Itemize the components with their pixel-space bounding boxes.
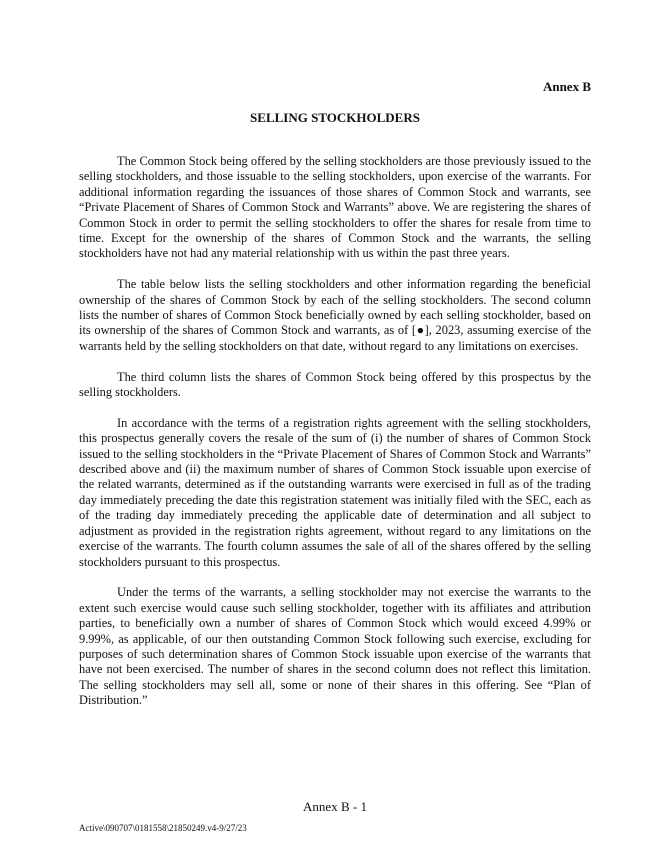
paragraph-table-description: The table below lists the selling stockholders and other information regarding the beneficial ownership of the shares of Common Stock by each of the selling stockholders. The second column lists the number of shares of Common Stock beneficially owned by each selling stockholder, based on its ownership of the shares of Common Stock and warrants, as of [●], 2023, assuming exercise of the warrants held by the selling stockholders on that date, without regard to any limitations on exercises. <box>79 277 591 353</box>
paragraph-registration-rights: In accordance with the terms of a registration rights agreement with the selling stockholders, this prospectus generally covers the resale of the sum of (i) the number of shares of Common Stock issued to the selling stockholders in the “Private Placement of Shares of Common Stock and Warrants” described above and (ii) the maximum number of shares of Common Stock issuable upon exercise of the related warrants, determined as if the outstanding warrants were exercised in full as of the trading day immediately preceding the date this registration statement was initially filed with the SEC, each as of the trading day immediately preceding the applicable date of determination and all subject to adjustment as provided in the registration rights agreement, without regard to any limitations on the exercise of the warrants. The fourth column assumes the sale of all of the shares offered by the selling stockholders pursuant to this prospectus. <box>79 415 591 569</box>
paragraph-offering: The Common Stock being offered by the selling stockholders are those previously issued to the selling stockholders, and those issuable to the selling stockholders, upon exercise of the warrants. For additional information regarding the issuances of those shares of Common Stock and warrants, see “Private Placement of Shares of Common Stock and Warrants” above. We are registering the shares of Common Stock in order to permit the selling stockholders to offer the shares for resale from time to time. Except for the ownership of the shares of Common Stock and the warrants, the selling stockholders have not had any material relationship with us within the past three years. <box>79 154 591 261</box>
page-number: Annex B - 1 <box>303 799 367 814</box>
paragraph-warrant-limits: Under the terms of the warrants, a selling stockholder may not exercise the warrants to the extent such exercise would cause such selling stockholder, together with its affiliates and attribution parties, to beneficially own a number of shares of Common Stock which would exceed 4.99% or 9.99%, as applicable, of our then outstanding Common Stock following such exercise, excluding for purposes of such determination shares of Common Stock issuable upon exercise of the warrants that have not been exercised. The number of shares in the second column does not reflect this limitation. The selling stockholders may sell all, some or none of their shares in this offering. See “Plan of Distribution.” <box>79 585 591 708</box>
annex-label: Annex B <box>542 79 591 94</box>
body-text <box>79 154 591 724</box>
page-title: SELLING STOCKHOLDERS <box>250 110 420 125</box>
paragraph-third-column: The third column lists the shares of Common Stock being offered by this prospectus by the selling stockholders. <box>79 369 591 400</box>
document-id: Active\090707\0181558\21850249.v4-9/27/23 <box>79 823 247 833</box>
